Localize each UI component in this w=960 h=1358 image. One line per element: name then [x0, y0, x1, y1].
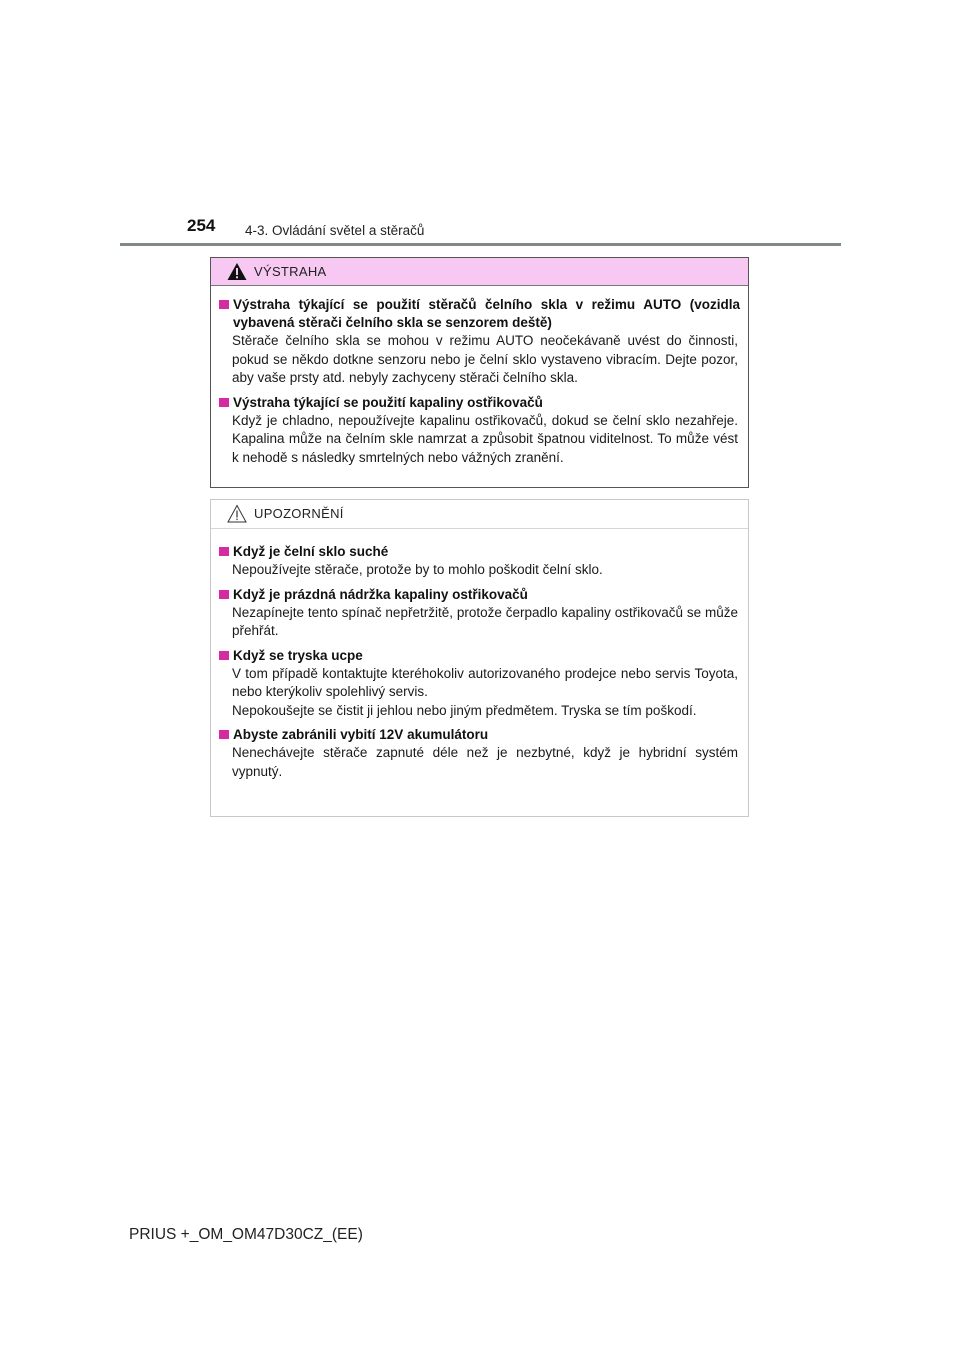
- caution-item-text: Nezapínejte tento spínač nepřetržitě, protože čerpadlo kapaliny ostřikovačů se může přehřát.: [232, 604, 738, 638]
- warning-item: [219, 296, 740, 388]
- caution-item: [219, 726, 740, 781]
- caution-item: [219, 647, 740, 721]
- page-header: [0, 0, 960, 250]
- warning-box: [210, 257, 749, 488]
- warning-triangle-icon: [227, 262, 247, 281]
- square-bullet-icon: [219, 398, 229, 407]
- document-code: PRIUS +_OM_OM47D30CZ_(EE): [129, 1226, 363, 1243]
- square-bullet-icon: [219, 590, 229, 599]
- warning-item-title: Výstraha týkající se použití stěračů čelního skla v režimu AUTO (vozidla vybavená stěrači čelního skla se senzorem deště): [219, 296, 740, 332]
- caution-item-text: Nenechávejte stěrače zapnuté déle než je nezbytné, když je hybridní systém vypnutý.: [232, 745, 738, 779]
- section-title: 4-3. Ovládání světel a stěračů: [245, 223, 425, 238]
- square-bullet-icon: [219, 651, 229, 660]
- warning-item-text: Stěrače čelního skla se mohou v režimu AUTO neočekávaně uvést do činnosti, pokud se někdo dotkne senzoru nebo je čelní sklo vystaveno vibracím. Dejte pozor, aby vaše prsty atd. nebyly zachyceny stěrači čelního skla.: [232, 333, 738, 385]
- warning-label: VÝSTRAHA: [254, 264, 327, 279]
- caution-item-title: Když se tryska ucpe: [219, 647, 740, 665]
- caution-triangle-icon: [227, 504, 247, 523]
- warning-item-title: Výstraha týkající se použití kapaliny ostřikovačů: [219, 394, 740, 412]
- square-bullet-icon: [219, 300, 229, 309]
- warning-item: [219, 394, 740, 468]
- caution-box: [210, 499, 749, 817]
- warning-box-header: [211, 258, 748, 286]
- caution-item-text: Nepoužívejte stěrače, protože by to mohlo poškodit čelní sklo.: [232, 562, 603, 577]
- caution-box-header: [211, 500, 748, 529]
- caution-item-title: Když je prázdná nádržka kapaliny ostřikovačů: [219, 586, 740, 604]
- warning-item-text: Když je chladno, nepoužívejte kapalinu ostřikovačů, dokud se čelní sklo nezahřeje. Kapalina může na čelním skle namrzat a způsobit špatnou viditelnost. To může vést k nehodě s následky smrtelných nebo vážných zranění.: [232, 412, 738, 465]
- header-divider: [120, 243, 841, 246]
- caution-item: [219, 586, 740, 641]
- caution-item: [219, 543, 740, 580]
- page-number: 254: [187, 216, 216, 235]
- caution-box-body: [211, 529, 748, 781]
- warning-box-body: [211, 286, 748, 467]
- caution-label: UPOZORNĚNÍ: [254, 506, 344, 521]
- caution-item-text: V tom případě kontaktujte kteréhokoliv autorizovaného prodejce nebo servis Toyota, nebo kterýkoliv spolehlivý servis. Nepokoušejte se čistit ji jehlou nebo jiným předmětem. Tryska se tím poškodí.: [232, 665, 738, 718]
- caution-item-title: Když je čelní sklo suché: [219, 543, 740, 561]
- square-bullet-icon: [219, 730, 229, 739]
- square-bullet-icon: [219, 547, 229, 556]
- caution-item-title: Abyste zabránili vybití 12V akumulátoru: [219, 726, 740, 744]
